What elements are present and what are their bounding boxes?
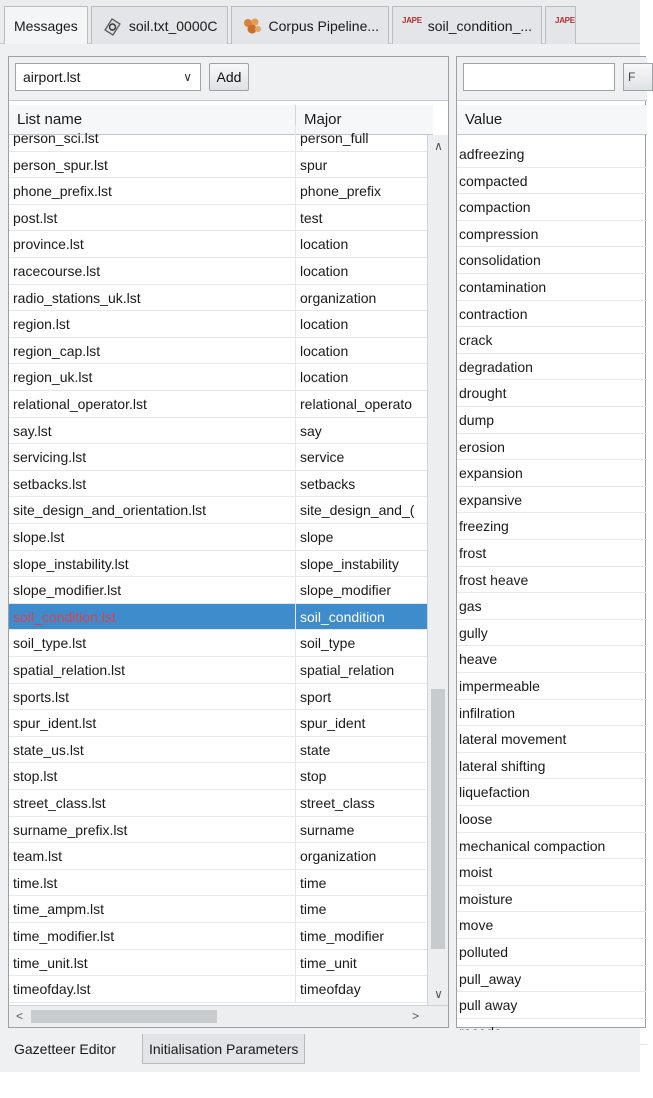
list-name-cell[interactable]: relational_operator.lst xyxy=(9,391,296,417)
table-row[interactable] xyxy=(9,178,427,205)
value-row[interactable]: polluted xyxy=(457,939,647,966)
table-row[interactable] xyxy=(9,338,427,365)
value-row[interactable]: contamination xyxy=(457,274,647,301)
list-name-cell[interactable]: region_uk.lst xyxy=(9,364,296,390)
major-type-cell[interactable]: soil_condition xyxy=(300,608,385,625)
list-name-cell[interactable]: region.lst xyxy=(9,311,296,337)
values-panel xyxy=(456,56,646,1028)
filter-button[interactable]: F xyxy=(623,63,653,91)
list-name-cell[interactable]: person_sci.lst xyxy=(9,125,296,151)
major-type-cell[interactable]: timeofday xyxy=(300,981,361,998)
list-name-cell[interactable]: phone_prefix.lst xyxy=(9,178,296,204)
list-name-cell[interactable]: person_spur.lst xyxy=(9,152,296,178)
major-type-cell[interactable]: time_unit xyxy=(300,954,357,971)
value-row[interactable]: moist xyxy=(457,859,647,886)
list-name-cell[interactable]: time_modifier.lst xyxy=(9,923,296,949)
value-row[interactable]: dump xyxy=(457,407,647,434)
table-row[interactable] xyxy=(9,976,427,1003)
table-row[interactable] xyxy=(9,152,427,179)
list-name-cell[interactable]: time_unit.lst xyxy=(9,950,296,976)
table-row[interactable] xyxy=(9,843,427,870)
table-row[interactable] xyxy=(9,950,427,977)
list-name-cell[interactable]: team.lst xyxy=(9,843,296,869)
scroll-left-icon[interactable]: < xyxy=(15,1009,23,1023)
table-row[interactable] xyxy=(9,258,427,285)
value-row[interactable]: moisture xyxy=(457,886,647,913)
list-name-cell[interactable]: stop.lst xyxy=(9,763,296,789)
value-row[interactable]: liquefaction xyxy=(457,779,647,806)
list-selector-dropdown[interactable] xyxy=(15,63,201,91)
value-row[interactable]: erosion xyxy=(457,434,647,461)
major-type-cell[interactable]: time xyxy=(300,901,327,918)
table-row[interactable] xyxy=(9,657,427,684)
table-row[interactable] xyxy=(9,551,427,578)
major-type-cell[interactable]: organization xyxy=(300,848,377,865)
tab-label: soil_condition_... xyxy=(427,17,533,34)
table-row[interactable] xyxy=(9,710,427,737)
table-row[interactable] xyxy=(9,524,427,551)
table-row[interactable] xyxy=(9,497,427,524)
list-name-cell[interactable]: radio_stations_uk.lst xyxy=(9,285,296,311)
list-name-cell[interactable]: soil_condition.lst xyxy=(9,604,296,630)
value-row[interactable]: infilration xyxy=(457,700,647,727)
major-type-cell[interactable]: organization xyxy=(300,289,377,306)
major-type-cell[interactable]: slope_instability xyxy=(300,555,399,572)
value-row[interactable]: lateral movement xyxy=(457,726,647,753)
tab-label: Corpus Pipeline... xyxy=(268,17,380,34)
list-name-cell[interactable]: time_ampm.lst xyxy=(9,896,296,922)
value-row[interactable]: expansion xyxy=(457,460,647,487)
tab-corpus-pipeline[interactable] xyxy=(231,6,390,44)
lists-horizontal-scrollbar[interactable] xyxy=(9,1005,448,1027)
major-type-cell[interactable]: soil_type xyxy=(300,635,356,652)
table-row[interactable] xyxy=(9,364,427,391)
table-row[interactable] xyxy=(9,311,427,338)
tab-messages[interactable] xyxy=(4,6,88,44)
list-name-cell[interactable]: slope_modifier.lst xyxy=(9,577,296,603)
list-selector-value: airport.lst xyxy=(23,69,81,85)
value-row[interactable]: gully xyxy=(457,620,647,647)
value-filter-input[interactable] xyxy=(463,63,615,91)
table-row[interactable] xyxy=(9,817,427,844)
table-row[interactable] xyxy=(9,125,427,152)
tab-jape-overflow[interactable] xyxy=(545,6,576,44)
list-name-cell[interactable]: setbacks.lst xyxy=(9,471,296,497)
list-name-cell[interactable]: timeofday.lst xyxy=(9,976,296,1002)
lists-vertical-scrollbar[interactable] xyxy=(427,135,448,1005)
chevron-down-icon: ∨ xyxy=(183,70,192,84)
value-row[interactable]: frost heave xyxy=(457,567,647,594)
major-type-cell[interactable]: person_full xyxy=(300,130,369,146)
value-row[interactable]: compaction xyxy=(457,194,647,221)
list-name-cell[interactable]: site_design_and_orientation.lst xyxy=(9,497,296,523)
bottom-tab-bar xyxy=(0,1030,640,1072)
major-type-cell[interactable]: sport xyxy=(300,688,332,705)
major-type-cell[interactable]: phone_prefix xyxy=(300,183,381,200)
add-button[interactable]: Add xyxy=(209,63,249,91)
table-row[interactable] xyxy=(9,684,427,711)
tab-document[interactable] xyxy=(91,6,228,44)
major-type-cell[interactable]: state xyxy=(300,741,331,758)
major-type-cell[interactable]: stop xyxy=(300,768,327,785)
scroll-up-icon[interactable]: ∧ xyxy=(434,139,443,153)
major-type-cell[interactable]: location xyxy=(300,263,349,279)
list-name-cell[interactable]: soil_type.lst xyxy=(9,630,296,656)
table-row[interactable] xyxy=(9,231,427,258)
table-row[interactable] xyxy=(9,896,427,923)
major-type-cell[interactable]: street_class xyxy=(300,795,375,811)
value-row[interactable]: degradation xyxy=(457,354,647,381)
major-type-cell[interactable]: say xyxy=(300,422,322,439)
value-row[interactable]: drought xyxy=(457,380,647,407)
major-type-cell[interactable]: location xyxy=(300,236,349,253)
list-name-cell[interactable]: sports.lst xyxy=(9,684,296,710)
table-row[interactable] xyxy=(9,285,427,312)
value-row[interactable]: compacted xyxy=(457,168,647,195)
value-row[interactable]: pull_away xyxy=(457,966,647,993)
list-name-cell[interactable]: say.lst xyxy=(9,418,296,444)
list-name-cell[interactable]: slope_instability.lst xyxy=(9,551,296,577)
table-row[interactable] xyxy=(9,418,427,445)
table-row[interactable] xyxy=(9,763,427,790)
value-row[interactable]: loose xyxy=(457,806,647,833)
lists-toolbar xyxy=(9,57,448,101)
list-name-cell[interactable]: spur_ident.lst xyxy=(9,710,296,736)
column-header-value[interactable]: Value xyxy=(457,105,647,135)
column-header-list-name[interactable]: List name xyxy=(9,105,296,135)
lists-table-body xyxy=(9,130,427,1005)
column-header-major[interactable]: Major xyxy=(304,111,342,128)
list-name-cell[interactable]: spatial_relation.lst xyxy=(9,657,296,683)
scroll-down-icon[interactable]: ∨ xyxy=(434,987,443,1001)
tab-initialisation-parameters[interactable]: Initialisation Parameters xyxy=(142,1034,305,1064)
pipeline-icon xyxy=(241,15,263,37)
lists-panel xyxy=(8,56,449,1028)
value-row[interactable]: frost xyxy=(457,540,647,567)
value-row[interactable]: move xyxy=(457,912,647,939)
major-type-cell[interactable]: site_design_and_( xyxy=(300,502,415,519)
major-type-cell[interactable]: slope_modifier xyxy=(300,582,392,599)
document-tab-bar xyxy=(0,0,640,44)
major-type-cell[interactable]: location xyxy=(300,316,349,333)
major-type-cell[interactable]: spur xyxy=(300,156,328,173)
value-row[interactable]: consolidation xyxy=(457,247,647,274)
table-row[interactable] xyxy=(9,577,427,604)
major-type-cell[interactable]: service xyxy=(300,449,345,466)
tab-gazetteer-editor[interactable]: Gazetteer Editor xyxy=(8,1034,122,1064)
value-row[interactable]: freezing xyxy=(457,513,647,540)
major-type-cell[interactable]: location xyxy=(300,369,349,386)
scrollbar-thumb[interactable] xyxy=(431,689,445,949)
scrollbar-thumb[interactable] xyxy=(31,1010,217,1023)
table-row[interactable] xyxy=(9,923,427,950)
list-name-cell[interactable]: time.lst xyxy=(9,870,296,896)
table-row[interactable] xyxy=(9,444,427,471)
table-row[interactable] xyxy=(9,205,427,232)
value-row[interactable]: impermeable xyxy=(457,673,647,700)
major-type-cell[interactable]: relational_operato xyxy=(300,396,413,412)
major-type-cell[interactable]: test xyxy=(300,209,323,226)
value-row[interactable]: compression xyxy=(457,221,647,248)
table-row[interactable] xyxy=(9,737,427,764)
list-name-cell[interactable]: state_us.lst xyxy=(9,737,296,763)
value-row[interactable]: crack xyxy=(457,327,647,354)
list-name-cell[interactable]: post.lst xyxy=(9,205,296,231)
major-type-cell[interactable]: slope xyxy=(300,529,334,545)
major-type-cell[interactable]: time_modifier xyxy=(300,928,385,944)
values-table-body xyxy=(457,141,647,1027)
value-row[interactable]: contraction xyxy=(457,301,647,328)
major-type-cell[interactable]: location xyxy=(300,342,349,359)
table-row[interactable] xyxy=(9,391,427,418)
tab-jape-soil-condition[interactable] xyxy=(392,6,542,44)
table-row[interactable] xyxy=(9,790,427,817)
major-type-cell[interactable]: time xyxy=(300,874,327,891)
tab-label: soil.txt_0000C xyxy=(128,17,218,34)
values-toolbar xyxy=(457,57,647,101)
list-name-cell[interactable]: slope.lst xyxy=(9,524,296,550)
document-gear-icon xyxy=(101,15,123,37)
value-row[interactable]: mechanical compaction xyxy=(457,833,647,860)
major-type-cell[interactable]: setbacks xyxy=(300,475,356,492)
table-row[interactable] xyxy=(9,471,427,498)
table-row[interactable] xyxy=(9,870,427,897)
value-row[interactable]: lateral shifting xyxy=(457,753,647,780)
value-row[interactable]: expansive xyxy=(457,487,647,514)
major-type-cell[interactable]: spur_ident xyxy=(300,715,366,732)
list-name-cell[interactable]: street_class.lst xyxy=(9,790,296,816)
value-row[interactable]: heave xyxy=(457,646,647,673)
list-name-cell[interactable]: surname_prefix.lst xyxy=(9,817,296,843)
jape-icon: JAPE xyxy=(555,16,575,25)
table-row[interactable] xyxy=(9,630,427,657)
table-row-selected[interactable] xyxy=(9,604,427,631)
list-name-cell[interactable]: region_cap.lst xyxy=(9,338,296,364)
tab-label: Messages xyxy=(14,17,78,34)
value-row[interactable]: adfreezing xyxy=(457,141,647,168)
list-name-cell[interactable]: servicing.lst xyxy=(9,444,296,470)
value-row[interactable]: pull away xyxy=(457,992,647,1019)
value-row[interactable]: gas xyxy=(457,593,647,620)
major-type-cell[interactable]: spatial_relation xyxy=(300,662,395,678)
list-name-cell[interactable]: province.lst xyxy=(9,231,296,257)
scroll-right-icon[interactable]: > xyxy=(411,1009,419,1023)
major-type-cell[interactable]: surname xyxy=(300,821,355,838)
list-name-cell[interactable]: racecourse.lst xyxy=(9,258,296,284)
jape-icon: JAPE xyxy=(402,16,422,25)
